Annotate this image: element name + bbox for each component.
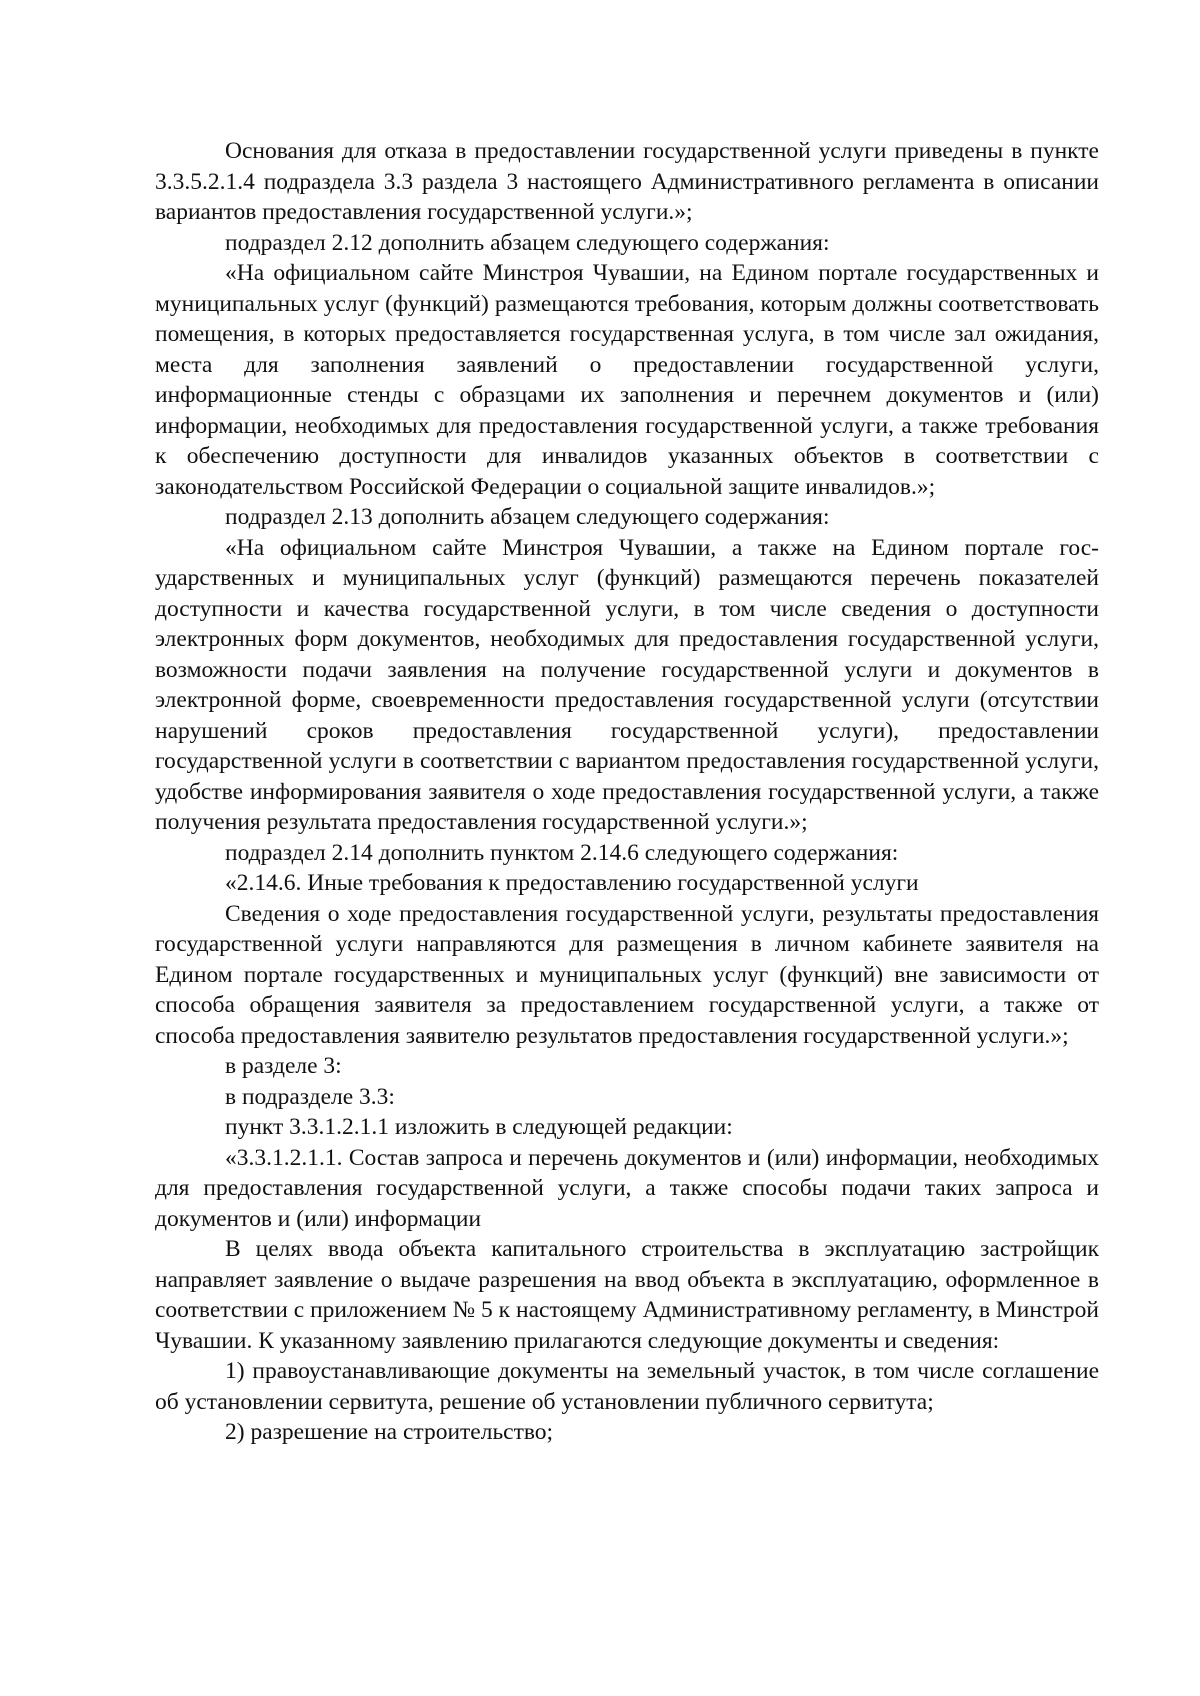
list-item-1-land-documents: 1) правоустанавливающие документы на земельный участок, в том числе соглашение об установлении сервитута, решение об установлении публичного сервитута;	[155, 1358, 1099, 1415]
paragraph-subsection-2-14-intro: подраздел 2.14 дополнить пунктом 2.14.6 следующего содержания:	[225, 839, 899, 866]
document-body	[155, 136, 1099, 1448]
paragraph-accessibility-indicators: «На официальном сайте Минстроя Чувашии, а также на Едином портале государственных и муниципальных услуг (функций) размещаются перечень показателей доступности и качества государственной услуги, в том числе сведения о доступности электронных форм документов, необходимых для предоставления государственной услуги, возможности подачи заявления на получение государственной услуги и документов в электронной форме, своевременности предоставления государственной услуги (отсутствии нарушений сроков предоставления государственной услуги), предоставлении государственной услуги в соответствии с вариантом предоставления государственной услуги, удобстве информирования заявителя о ходе предоставления государственной услуги, а также получения результата предоставления государственной услуги.»;	[155, 534, 1099, 835]
paragraph-2-14-6-heading: «2.14.6. Иные требования к предоставлению государственной услуги	[225, 870, 919, 896]
paragraph-item-3-3-1-2-1-1-text: «3.3.1.2.1.1. Состав запроса и перечень документов и (или) информации, необходимых для предоставления государственной услуги, а также способы подачи таких запроса и документов и (или) информации	[155, 1144, 1099, 1232]
list-item-2-building-permit: 2) разрешение на строительство;	[225, 1419, 554, 1445]
paragraph-service-progress-info: Сведения о ходе предоставления государственной услуги, результаты предоставления государственной услуги направляются для размещения в личном кабинете заявителя на Едином портале государственных и муниципальных услуг (функций) вне зависимости от способа обращения заявителя за предоставлением государственной услуги, а также от способа предоставления заявителю результатов предоставления государственной услуги.»;	[155, 900, 1099, 1049]
paragraph-premises-requirements: «На официальном сайте Минстроя Чувашии, на Едином портале государственных и муниципальных услуг (функций) размещаются требования, которым должны соответствовать помещения, в которых предоставляется государственная услуга, в том числе зал ожидания, места для заполнения заявлений о предоставлении государственной услуги, информационные стенды с образцами их заполнения и перечнем документов и (или) информации, необходимых для предоставления государственной услуги, а также требования к обеспечению доступности для инвалидов указанных объектов в соответствии с законодательством Российской Федерации о социальной защите инвалидов.»;	[155, 260, 1099, 500]
paragraph-commissioning-application: В целях ввода объекта капитального строительства в эксплуатацию застройщик направляет заявление о выдаче разрешения на ввод объекта в эксплуатацию, оформленное в соответствии с приложением № 5 к настоящему Административному регламенту, в Минстрой Чувашии. К указанному заявлению прилагаются следующие документы и сведения:	[155, 1236, 1099, 1354]
paragraph-subsection-3-3: в подразделе 3.3:	[225, 1083, 395, 1110]
paragraph-subsection-2-12-intro: подраздел 2.12 дополнить абзацем следующего содержания:	[225, 229, 830, 256]
paragraph-subsection-2-13-intro: подраздел 2.13 дополнить абзацем следующего содержания:	[225, 504, 830, 530]
paragraph-section-3: в разделе 3:	[225, 1053, 342, 1079]
paragraph-refusal-grounds: Основания для отказа в предоставлении государственной услуги приведены в пункте 3.3.5.2.1.4 подраздела 3.3 раздела 3 настоящего Административного регламента в описании вариантов предоставления государственной услуги.»;	[155, 138, 1099, 225]
paragraph-item-3-3-1-2-1-1-intro: пункт 3.3.1.2.1.1 изложить в следующей редакции:	[225, 1114, 733, 1140]
